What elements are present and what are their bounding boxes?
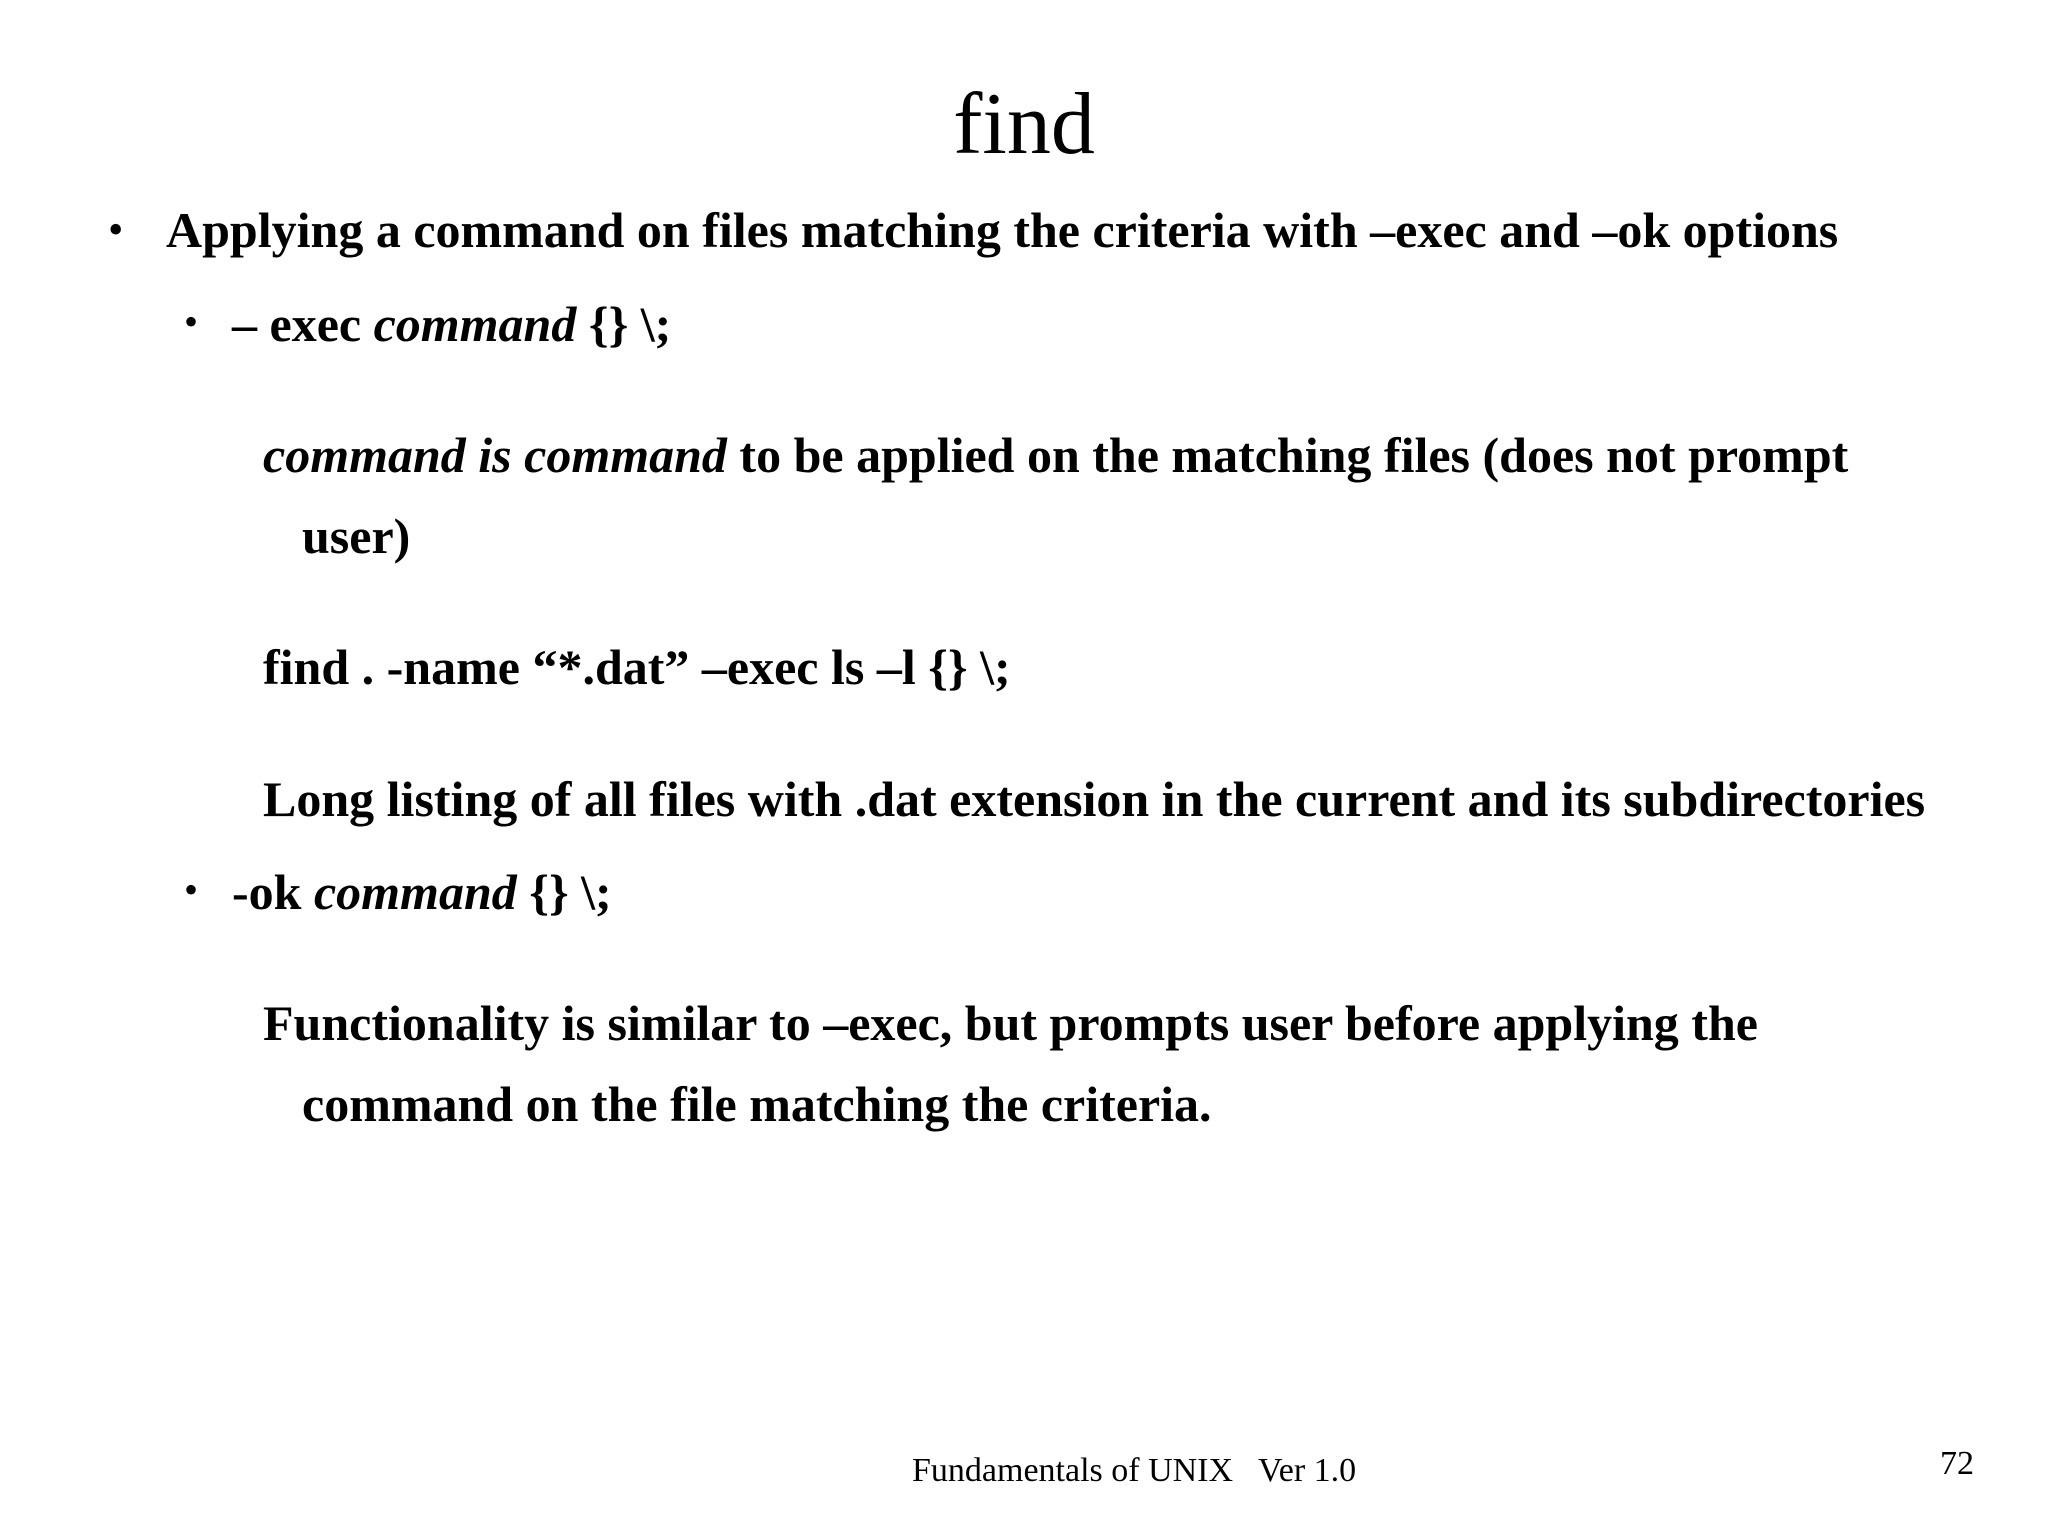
ok-description: Functionality is similar to –exec, but prompts user before applying the xyxy=(263,995,1758,1051)
sub-bullet-ok xyxy=(232,864,612,920)
exec-prefix: – exec xyxy=(232,296,374,352)
exec-description-line2: user) xyxy=(302,508,411,564)
exec-suffix: {} \; xyxy=(576,296,672,352)
slide-title: find xyxy=(953,76,1095,173)
sub-bullet-marker: • xyxy=(184,867,199,912)
exec-command-word: command xyxy=(373,296,577,352)
ok-prefix: -ok xyxy=(232,864,314,920)
bullet-marker: • xyxy=(108,205,124,254)
sub-bullet-exec xyxy=(232,296,672,352)
bullet-applying-command: Applying a command on files matching the criteria with –exec and –ok options xyxy=(166,202,1839,258)
exec-description-italic: command is command xyxy=(263,427,727,483)
footer-course-title: Fundamentals of UNIX Ver 1.0 xyxy=(912,1452,1357,1489)
ok-description-line2: command on the file matching the criteria. xyxy=(302,1076,1212,1132)
exec-example-command: find . -name “*.dat” –exec ls –l {} \; xyxy=(263,639,1011,695)
ok-command-word: command xyxy=(313,864,517,920)
exec-description xyxy=(263,427,1849,483)
sub-bullet-marker: • xyxy=(184,299,199,344)
exec-description-rest: to be applied on the matching files (does not prompt xyxy=(726,427,1849,483)
exec-example-description: Long listing of all files with .dat extension in the current and its subdirectories xyxy=(263,771,1926,827)
ok-suffix: {} \; xyxy=(516,864,612,920)
page-number: 72 xyxy=(1940,1445,1974,1482)
